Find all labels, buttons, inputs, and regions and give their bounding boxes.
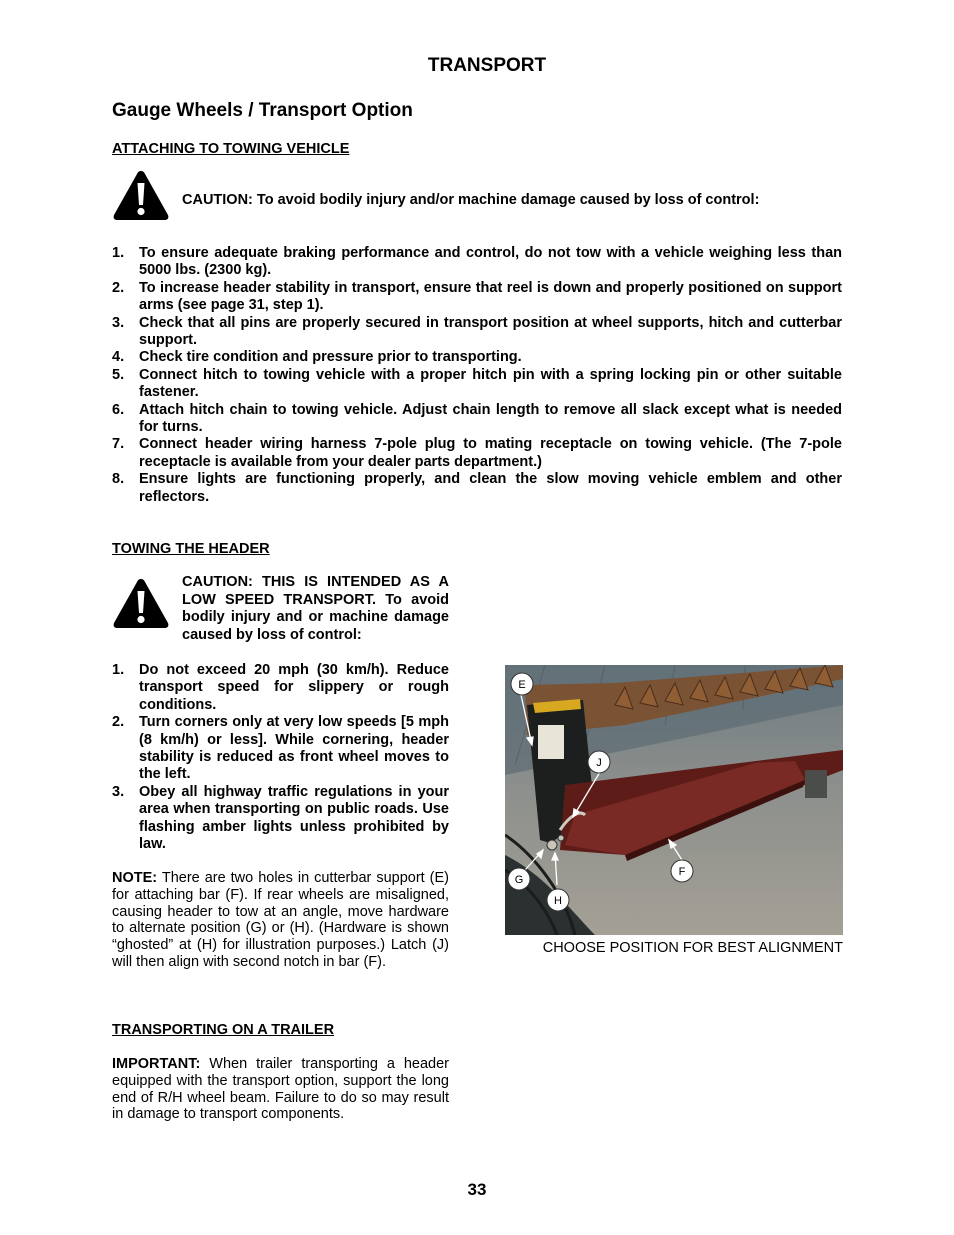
list-item: 3. Check that all pins are properly secured in transport position at wheel supports, hitch and cutterbar support. [112, 314, 842, 349]
section-title: Gauge Wheels / Transport Option [112, 100, 413, 121]
attaching-heading: ATTACHING TO TOWING VEHICLE [112, 141, 350, 157]
callout-e: E [518, 679, 526, 691]
trailer-heading: TRANSPORTING ON A TRAILER [112, 1022, 335, 1038]
towing-heading: TOWING THE HEADER [112, 541, 270, 557]
photo-caption: CHOOSE POSITION FOR BEST ALIGNMENT [542, 940, 843, 956]
hitch-photo [505, 665, 843, 935]
list-item: 8. Ensure lights are functioning properly, and clean the slow moving vehicle emblem and other reflectors. [112, 471, 842, 505]
callout-f: F [678, 866, 686, 878]
list-item: 1. Do not exceed 20 mph (30 km/h). Reduce transport speed for slippery or rough conditions. [112, 662, 449, 713]
list-item: 4. Check tire condition and pressure prior to transporting. [112, 349, 522, 366]
list-item: 6. Attach hitch chain to towing vehicle. Adjust chain length to remove all slack except what is needed for turns. [112, 401, 842, 436]
caution-text: CAUTION: THIS IS INTENDED AS A LOW SPEED TRANSPORT. To avoid bodily injury and or machine damage caused by loss of control: [182, 574, 449, 643]
list-item: 7. Connect header wiring harness 7-pole plug to mating receptacle on towing vehicle. (The 7-pole receptacle is available from your dealer parts department.) [112, 436, 842, 470]
page-title: TRANSPORT [427, 55, 547, 76]
page-number: 33 [467, 1180, 487, 1199]
warning-triangle-icon [112, 577, 170, 629]
important-paragraph: IMPORTANT: When trailer transporting a header equipped with the transport option, support the long end of R/H wheel beam. Failure to do so may result in damage to transport components. [112, 1056, 449, 1123]
list-item: 3. Obey all highway traffic regulations in your area when transporting on public roads. Use flashing amber lights unless prohibited by law. [112, 783, 449, 853]
caution-text: CAUTION: To avoid bodily injury and/or machine damage caused by loss of control: [182, 192, 760, 208]
list-item: 5. Connect hitch to towing vehicle with a proper hitch pin with a spring locking pin or other suitable fastener. [112, 366, 842, 401]
callout-j: J [596, 757, 602, 769]
warning-triangle-icon [112, 169, 170, 221]
list-item: 2. Turn corners only at very low speeds [5 mph (8 km/h) or less]. While cornering, header stability is reduced as front wheel moves to the left. [112, 714, 449, 783]
callout-g: G [514, 874, 524, 886]
list-item: 2. To increase header stability in transport, ensure that reel is down and properly positioned on support arms (see page 31, step 1). [112, 279, 842, 314]
note-paragraph: NOTE: There are two holes in cutterbar support (E) for attaching bar (F). If rear wheels are misaligned, causing header to tow at an angle, move hardware to alternate position (G) or (H). (Hardware is shown “ghosted” at (H) for illustration purposes.) Latch (J) will then align with second notch in bar (F). [112, 870, 449, 970]
towing-steps-list [112, 662, 449, 853]
callout-h: H [554, 895, 562, 907]
list-item: 1. To ensure adequate braking performance and control, do not tow with a vehicle weighing less than 5000 lbs. (2300 kg). [112, 245, 842, 279]
attaching-steps-list [112, 245, 842, 506]
